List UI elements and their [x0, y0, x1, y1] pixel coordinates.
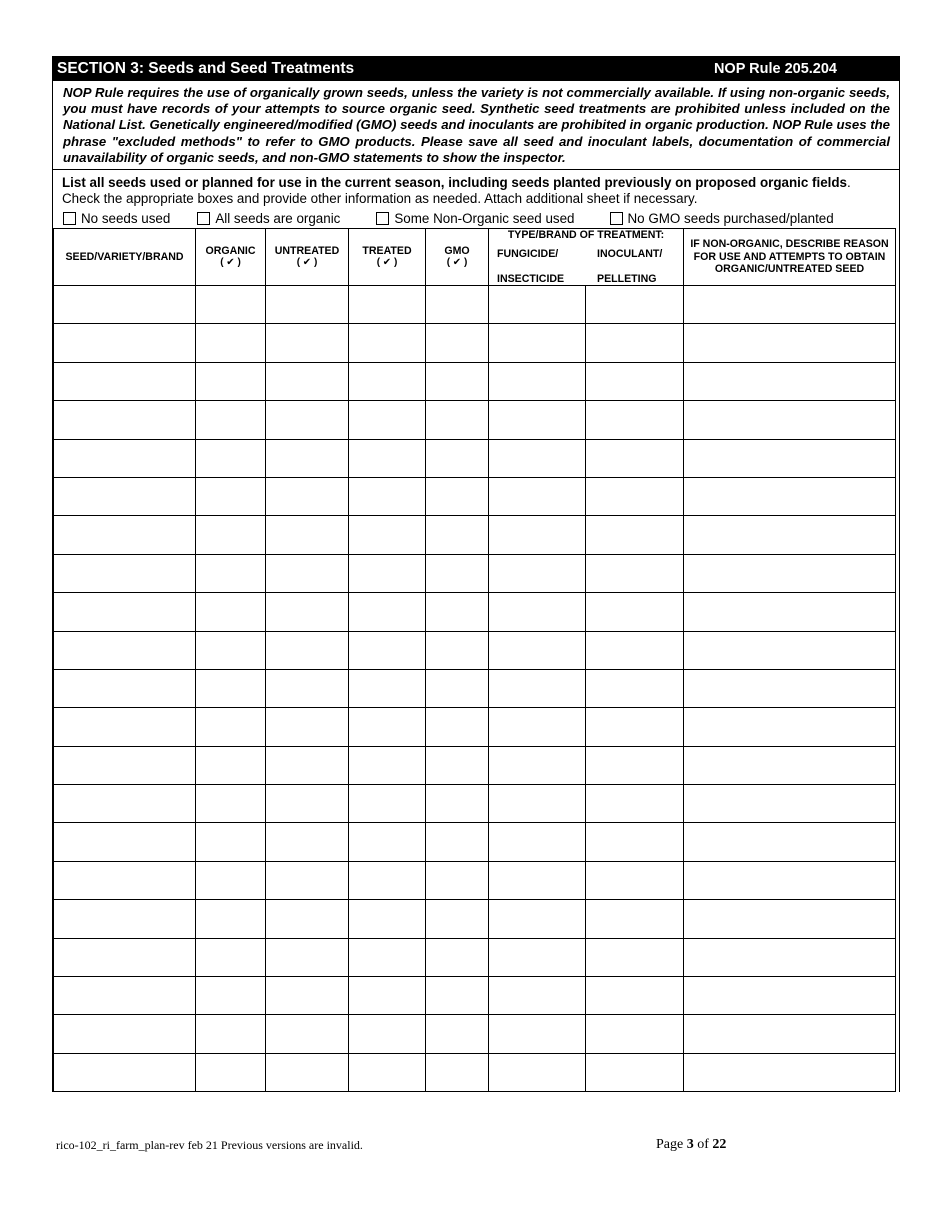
untreated-cell[interactable]	[266, 631, 349, 669]
header-fungicide	[489, 248, 583, 286]
checkbox-box[interactable]	[376, 212, 389, 225]
treated-cell[interactable]	[349, 362, 426, 400]
organic-cell[interactable]	[196, 286, 266, 324]
treated-cell[interactable]	[349, 401, 426, 439]
seed-cell[interactable]	[54, 401, 196, 439]
table-row	[54, 401, 896, 439]
fungicide-cell[interactable]	[489, 631, 586, 669]
organic-cell[interactable]	[196, 1015, 266, 1053]
header-gmo	[426, 229, 489, 286]
non-organic-reason-cell[interactable]	[684, 631, 896, 669]
gmo-cell[interactable]	[426, 477, 489, 515]
instructions-bold: List all seeds used or planned for use in the current season, including seeds planted previously on proposed organic fields	[62, 175, 848, 191]
gmo-cell[interactable]	[426, 938, 489, 976]
seed-cell[interactable]	[54, 785, 196, 823]
untreated-cell[interactable]	[266, 1053, 349, 1091]
page-total: 22	[712, 1137, 727, 1152]
treated-cell[interactable]	[349, 708, 426, 746]
table-body	[54, 286, 896, 1092]
treated-cell[interactable]	[349, 669, 426, 707]
non-organic-reason-cell[interactable]	[684, 669, 896, 707]
gmo-cell[interactable]	[426, 631, 489, 669]
checkmark-label: ( ✔ )	[220, 257, 241, 269]
organic-cell[interactable]	[196, 861, 266, 899]
organic-cell[interactable]	[196, 746, 266, 784]
non-organic-reason-cell[interactable]	[684, 362, 896, 400]
gmo-cell[interactable]	[426, 900, 489, 938]
fungicide-cell[interactable]	[489, 362, 586, 400]
treated-cell[interactable]	[349, 631, 426, 669]
seed-cell[interactable]	[54, 900, 196, 938]
inoculant-cell[interactable]	[586, 900, 684, 938]
treated-cell[interactable]	[349, 516, 426, 554]
inoculant-cell[interactable]	[586, 823, 684, 861]
seed-cell[interactable]	[54, 938, 196, 976]
page-label: Page	[656, 1137, 684, 1152]
seed-cell[interactable]	[54, 977, 196, 1015]
gmo-cell[interactable]	[426, 401, 489, 439]
non-organic-reason-cell[interactable]	[684, 938, 896, 976]
fungicide-cell[interactable]	[489, 900, 586, 938]
header-organic-label: ORGANIC	[205, 244, 256, 257]
organic-cell[interactable]	[196, 439, 266, 477]
gmo-cell[interactable]	[426, 516, 489, 554]
header-seed: SEED/VARIETY/BRAND	[54, 229, 196, 286]
table-row	[54, 861, 896, 899]
seed-cell[interactable]	[54, 477, 196, 515]
header-fungicide-line2: INSECTICIDE	[497, 272, 565, 285]
non-organic-reason-cell[interactable]	[684, 746, 896, 784]
inoculant-cell[interactable]	[586, 439, 684, 477]
inoculant-cell[interactable]	[586, 746, 684, 784]
checkbox-label: All seeds are organic	[215, 211, 341, 227]
seed-cell[interactable]	[54, 1015, 196, 1053]
fungicide-cell[interactable]	[489, 977, 586, 1015]
inoculant-cell[interactable]	[586, 516, 684, 554]
organic-cell[interactable]	[196, 669, 266, 707]
organic-cell[interactable]	[196, 401, 266, 439]
table-row	[54, 823, 896, 861]
untreated-cell[interactable]	[266, 324, 349, 362]
organic-cell[interactable]	[196, 938, 266, 976]
organic-cell[interactable]	[196, 977, 266, 1015]
fungicide-cell[interactable]	[489, 516, 586, 554]
seed-cell[interactable]	[54, 593, 196, 631]
gmo-cell[interactable]	[426, 362, 489, 400]
organic-cell[interactable]	[196, 362, 266, 400]
treated-cell[interactable]	[349, 861, 426, 899]
treated-cell[interactable]	[349, 746, 426, 784]
gmo-cell[interactable]	[426, 669, 489, 707]
untreated-cell[interactable]	[266, 746, 349, 784]
table-row	[54, 362, 896, 400]
gmo-cell[interactable]	[426, 286, 489, 324]
untreated-cell[interactable]	[266, 516, 349, 554]
table-row	[54, 516, 896, 554]
untreated-cell[interactable]	[266, 439, 349, 477]
untreated-cell[interactable]	[266, 401, 349, 439]
non-organic-reason-cell[interactable]	[684, 439, 896, 477]
seed-cell[interactable]	[54, 669, 196, 707]
treated-cell[interactable]	[349, 324, 426, 362]
treated-cell[interactable]	[349, 785, 426, 823]
fungicide-cell[interactable]	[489, 477, 586, 515]
checkmark-label: ( ✔ )	[446, 257, 468, 269]
fungicide-cell[interactable]	[489, 593, 586, 631]
seed-cell[interactable]	[54, 1053, 196, 1091]
header-treatment-title: TYPE/BRAND OF TREATMENT:	[507, 229, 665, 242]
organic-cell[interactable]	[196, 516, 266, 554]
treated-cell[interactable]	[349, 286, 426, 324]
untreated-cell[interactable]	[266, 785, 349, 823]
instructions	[53, 170, 899, 207]
checkbox-no-seeds[interactable]	[63, 211, 170, 226]
section-header	[53, 56, 899, 81]
treated-cell[interactable]	[349, 1015, 426, 1053]
fungicide-cell[interactable]	[489, 439, 586, 477]
gmo-cell[interactable]	[426, 1053, 489, 1091]
inoculant-cell[interactable]	[586, 362, 684, 400]
seed-cell[interactable]	[54, 554, 196, 592]
checkmark-label: ( ✔ )	[296, 257, 318, 269]
organic-cell[interactable]	[196, 1053, 266, 1091]
fungicide-cell[interactable]	[489, 286, 586, 324]
page-of-label: of	[697, 1137, 709, 1152]
untreated-cell[interactable]	[266, 823, 349, 861]
table-row	[54, 631, 896, 669]
fungicide-cell[interactable]	[489, 861, 586, 899]
footer-doc-id: rico-102_ri_farm_plan-rev feb 21 Previous versions are invalid.	[56, 1138, 363, 1152]
inoculant-cell[interactable]	[586, 554, 684, 592]
header-treated	[349, 229, 426, 286]
non-organic-reason-cell[interactable]	[684, 823, 896, 861]
inoculant-cell[interactable]	[586, 1015, 684, 1053]
non-organic-reason-cell[interactable]	[684, 324, 896, 362]
seed-cell[interactable]	[54, 823, 196, 861]
header-inoculant-line2: PELLETING	[597, 272, 657, 285]
gmo-cell[interactable]	[426, 324, 489, 362]
untreated-cell[interactable]	[266, 362, 349, 400]
table-row	[54, 593, 896, 631]
untreated-cell[interactable]	[266, 900, 349, 938]
header-treated-label: TREATED	[362, 244, 412, 257]
non-organic-reason-cell[interactable]	[684, 593, 896, 631]
checkbox-label: No seeds used	[81, 211, 171, 227]
organic-cell[interactable]	[196, 785, 266, 823]
inoculant-cell[interactable]	[586, 669, 684, 707]
table-row	[54, 785, 896, 823]
gmo-cell[interactable]	[426, 708, 489, 746]
non-organic-reason-cell[interactable]	[684, 516, 896, 554]
inoculant-cell[interactable]	[586, 477, 684, 515]
section-title: SECTION 3: Seeds and Seed Treatments	[57, 59, 355, 77]
checkbox-box[interactable]	[610, 212, 623, 225]
inoculant-cell[interactable]	[586, 324, 684, 362]
organic-cell[interactable]	[196, 324, 266, 362]
seed-cell[interactable]	[54, 439, 196, 477]
header-inoculant	[583, 248, 683, 286]
table-row	[54, 324, 896, 362]
table-row	[54, 708, 896, 746]
untreated-cell[interactable]	[266, 669, 349, 707]
table-row	[54, 977, 896, 1015]
seed-cell[interactable]	[54, 708, 196, 746]
table-row	[54, 900, 896, 938]
seeds-form	[52, 56, 900, 1092]
treated-cell[interactable]	[349, 1053, 426, 1091]
treated-cell[interactable]	[349, 977, 426, 1015]
checkbox-box[interactable]	[197, 212, 210, 225]
header-gmo-label: GMO	[444, 244, 470, 257]
treated-cell[interactable]	[349, 823, 426, 861]
non-organic-reason-cell[interactable]	[684, 861, 896, 899]
seed-cell[interactable]	[54, 362, 196, 400]
gmo-cell[interactable]	[426, 593, 489, 631]
gmo-cell[interactable]	[426, 861, 489, 899]
inoculant-cell[interactable]	[586, 938, 684, 976]
gmo-cell[interactable]	[426, 439, 489, 477]
gmo-cell[interactable]	[426, 823, 489, 861]
checkbox-label: No GMO seeds purchased/planted	[627, 211, 834, 227]
table-row	[54, 477, 896, 515]
non-organic-reason-cell[interactable]	[684, 785, 896, 823]
non-organic-reason-cell[interactable]	[684, 477, 896, 515]
organic-cell[interactable]	[196, 554, 266, 592]
non-organic-reason-cell[interactable]	[684, 401, 896, 439]
inoculant-cell[interactable]	[586, 401, 684, 439]
seed-cell[interactable]	[54, 746, 196, 784]
header-treatment	[489, 229, 684, 286]
untreated-cell[interactable]	[266, 477, 349, 515]
untreated-cell[interactable]	[266, 286, 349, 324]
table-row	[54, 1015, 896, 1053]
inoculant-cell[interactable]	[586, 977, 684, 1015]
untreated-cell[interactable]	[266, 593, 349, 631]
treated-cell[interactable]	[349, 554, 426, 592]
table-row	[54, 439, 896, 477]
header-untreated	[266, 229, 349, 286]
checkmark-label: ( ✔ )	[376, 257, 398, 269]
treated-cell[interactable]	[349, 477, 426, 515]
organic-cell[interactable]	[196, 708, 266, 746]
table-row	[54, 286, 896, 324]
checkbox-label: Some Non-Organic seed used	[394, 211, 575, 227]
checkbox-all-organic[interactable]	[197, 211, 340, 226]
untreated-cell[interactable]	[266, 977, 349, 1015]
table-row	[54, 938, 896, 976]
fungicide-cell[interactable]	[489, 1053, 586, 1091]
untreated-cell[interactable]	[266, 861, 349, 899]
table-row	[54, 746, 896, 784]
gmo-cell[interactable]	[426, 1015, 489, 1053]
fungicide-cell[interactable]	[489, 708, 586, 746]
seed-cell[interactable]	[54, 861, 196, 899]
treated-cell[interactable]	[349, 593, 426, 631]
seed-cell[interactable]	[54, 324, 196, 362]
header-untreated-label: UNTREATED	[274, 244, 340, 257]
non-organic-reason-cell[interactable]	[684, 1015, 896, 1053]
fungicide-cell[interactable]	[489, 401, 586, 439]
non-organic-reason-cell[interactable]	[684, 708, 896, 746]
untreated-cell[interactable]	[266, 708, 349, 746]
inoculant-cell[interactable]	[586, 1053, 684, 1091]
seed-table	[53, 228, 896, 1092]
organic-cell[interactable]	[196, 900, 266, 938]
organic-cell[interactable]	[196, 477, 266, 515]
organic-cell[interactable]	[196, 593, 266, 631]
fungicide-cell[interactable]	[489, 1015, 586, 1053]
fungicide-cell[interactable]	[489, 324, 586, 362]
checkbox-no-gmo[interactable]	[610, 211, 834, 226]
gmo-cell[interactable]	[426, 554, 489, 592]
seed-cell[interactable]	[54, 516, 196, 554]
treated-cell[interactable]	[349, 938, 426, 976]
seed-status-checkboxes	[53, 207, 899, 228]
untreated-cell[interactable]	[266, 554, 349, 592]
intro-paragraph: NOP Rule requires the use of organically grown seeds, unless the variety is not commercially available. If using non-organic seeds, you must have records of your attempts to source organic seed. Synthetic seed treatments are prohibited unless included on the National List. Genetically engineered/modified (GMO) seeds and inoculants are prohibited in organic production. NOP Rule uses the phrase "excluded methods" to refer to GMO products. Please save all seed and inoculant labels, documentation of commercial unavailability of organic seeds, and non-GMO statements to show the inspector.	[53, 81, 899, 170]
table-row	[54, 1053, 896, 1091]
inoculant-cell[interactable]	[586, 785, 684, 823]
inoculant-cell[interactable]	[586, 708, 684, 746]
checkbox-some-non-organic[interactable]	[376, 211, 574, 226]
inoculant-cell[interactable]	[586, 861, 684, 899]
treated-cell[interactable]	[349, 900, 426, 938]
instructions-normal: . Check the appropriate boxes and provide other information as needed. Attach additional sheet if necessary.	[62, 175, 851, 207]
gmo-cell[interactable]	[426, 977, 489, 1015]
non-organic-reason-cell[interactable]	[684, 554, 896, 592]
table-header-row	[54, 229, 896, 286]
fungicide-cell[interactable]	[489, 785, 586, 823]
treated-cell[interactable]	[349, 439, 426, 477]
organic-cell[interactable]	[196, 823, 266, 861]
inoculant-cell[interactable]	[586, 286, 684, 324]
seed-cell[interactable]	[54, 631, 196, 669]
gmo-cell[interactable]	[426, 746, 489, 784]
checkbox-box[interactable]	[63, 212, 76, 225]
gmo-cell[interactable]	[426, 785, 489, 823]
section-rule: NOP Rule 205.204	[713, 60, 837, 77]
table-row	[54, 554, 896, 592]
non-organic-reason-cell[interactable]	[684, 900, 896, 938]
fungicide-cell[interactable]	[489, 669, 586, 707]
header-inoculant-line1: INOCULANT/	[597, 247, 663, 260]
header-organic	[196, 229, 266, 286]
untreated-cell[interactable]	[266, 1015, 349, 1053]
fungicide-cell[interactable]	[489, 823, 586, 861]
fungicide-cell[interactable]	[489, 554, 586, 592]
page-current: 3	[686, 1137, 694, 1152]
seed-cell[interactable]	[54, 286, 196, 324]
fungicide-cell[interactable]	[489, 746, 586, 784]
inoculant-cell[interactable]	[586, 631, 684, 669]
footer-page-number	[656, 1137, 726, 1153]
non-organic-reason-cell[interactable]	[684, 1053, 896, 1091]
non-organic-reason-cell[interactable]	[684, 977, 896, 1015]
header-fungicide-line1: FUNGICIDE/	[497, 247, 559, 260]
untreated-cell[interactable]	[266, 938, 349, 976]
inoculant-cell[interactable]	[586, 593, 684, 631]
fungicide-cell[interactable]	[489, 938, 586, 976]
non-organic-reason-cell[interactable]	[684, 286, 896, 324]
table-row	[54, 669, 896, 707]
header-non-organic-reason: IF NON-ORGANIC, DESCRIBE REASON FOR USE AND ATTEMPTS TO OBTAIN ORGANIC/UNTREATED SEED	[684, 229, 896, 286]
organic-cell[interactable]	[196, 631, 266, 669]
